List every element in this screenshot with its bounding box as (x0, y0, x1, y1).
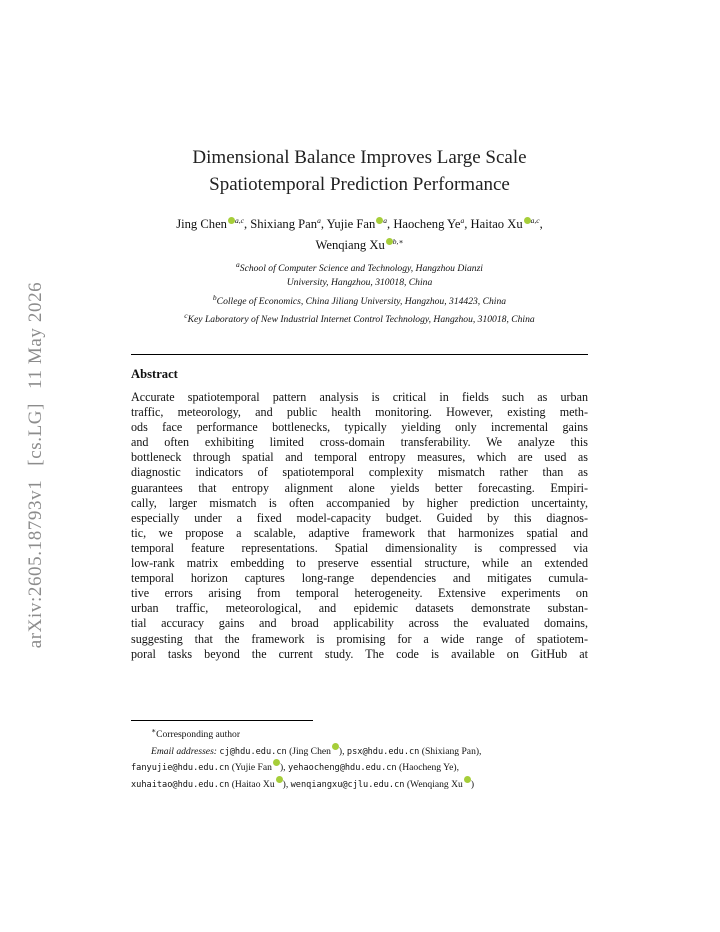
affiliation-b: $^b$College of Economics, China Jiliang University, Hangzhou, 314423, China (212, 292, 507, 307)
affiliation-c: $^c$Key Laboratory of New Industrial Internet Control Technology, Hangzhou, 310018, China (184, 310, 535, 326)
abstract-line: poral tasks beyond the current study. The code is available on GitHub at (131, 646, 588, 661)
orcid-icon[interactable] (464, 776, 471, 783)
abstract-line: bottleneck through spatial and temporal entropy measures, which are used as (131, 450, 588, 465)
email-link[interactable]: psx@hdu.edu.cn (346, 746, 420, 757)
abstract-line: especially under a fixed model-capacity budget. Guided by this diagnos- (131, 510, 588, 525)
footnotes (131, 724, 588, 792)
abstract-line: tial accuracy gains and broad applicability across the evaluated domains, (131, 616, 588, 631)
email-line-3: xuhaitao@hdu.edu.cn (Haitao Xu ), wenqiangxu@cjlu.edu.cn (Wenqiang Xu ) (131, 776, 588, 793)
abstract-line: low-rank matrix embedding to preserve essential structure, while an extended (131, 556, 588, 571)
abstract-line: urban traffic, meteorological, and epidemic datasets demonstrate substan- (131, 601, 588, 616)
footnote-rule (131, 720, 313, 721)
email-line-2: fanyujie@hdu.edu.cn (Yujie Fan ), yehaocheng@hdu.edu.cn (Haocheng Ye), (131, 759, 588, 776)
orcid-icon[interactable] (524, 217, 531, 224)
author-5: Haitao Xu $^{a,c}$, (470, 216, 543, 232)
email-line-1: Email addresses: cj@hdu.edu.cn (Jing Chen ), psx@hdu.edu.cn (Shixiang Pan), (131, 743, 588, 760)
arxiv-category: [cs.LG] (25, 402, 46, 466)
orcid-icon[interactable] (273, 759, 280, 766)
arxiv-stamp (25, 282, 47, 649)
email-link[interactable]: fanyujie@hdu.edu.cn (131, 763, 230, 774)
author-2: Shixiang Pan$^a$, (250, 216, 327, 232)
abstract-line: temporal feature representations. Spatial dimensionality is compressed via (131, 540, 588, 555)
abstract-line: guarantees that entropy alignment alone yields better forecasting. Empiri- (131, 480, 588, 495)
abstract-line: diagnostic indicators of spatiotemporal complexity mismatch rather than as (131, 465, 588, 480)
affiliation-a-cont: University, Hangzhou, 310018, China (286, 277, 433, 289)
author-3: Yujie Fan $^a$, (326, 216, 394, 232)
orcid-icon[interactable] (386, 238, 393, 245)
email-link[interactable]: wenqiangxu@cjlu.edu.cn (290, 779, 405, 790)
orcid-icon[interactable] (228, 217, 235, 224)
abstract-line: cally, larger mismatch is often accompanied by higher prediction uncertainty, (131, 495, 588, 510)
abstract-heading: Abstract (131, 367, 178, 381)
orcid-icon[interactable] (332, 743, 339, 750)
author-6: Wenqiang Xu $^{b,∗}$ (315, 237, 404, 253)
email-link[interactable]: yehaocheng@hdu.edu.cn (287, 763, 397, 774)
arxiv-date: 11 May 2026 (25, 281, 46, 389)
affiliations (126, 258, 593, 327)
abstract-line: Accurate spatiotemporal pattern analysis is critical in fields such as urban (131, 390, 588, 404)
title-line-2: Spatiotemporal Prediction Performance (209, 174, 510, 195)
arxiv-id: arXiv:2605.18793v1 (25, 479, 46, 649)
author-4: Haocheng Ye$^a$, (393, 216, 471, 232)
abstract-line: suggesting that the framework is promising for a wide range of spatiotem- (131, 631, 588, 646)
header-rule (131, 354, 588, 355)
abstract-line: tive errors arising from temporal heterogeneity. Extensive experiments on (131, 586, 588, 601)
abstract-line: traffic, meteorology, and public health monitoring. However, existing meth- (131, 405, 588, 420)
title-line-1: Dimensional Balance Improves Large Scale (192, 147, 527, 168)
abstract-body (131, 390, 588, 662)
paper-title (131, 144, 588, 198)
abstract-line: ods face performance bottlenecks, typically yielding only incremental gains (131, 420, 588, 435)
abstract-line: tic, we propose a scalable, adaptive framework that harmonizes spatial and (131, 525, 588, 540)
author-list (131, 212, 588, 254)
orcid-icon[interactable] (276, 776, 283, 783)
affiliation-a: $^a$School of Computer Science and Technology, Hangzhou Dianzi (236, 260, 483, 275)
email-link[interactable]: cj@hdu.edu.cn (219, 746, 287, 757)
author-1: Jing Chen $^{a,c}$, (176, 216, 251, 232)
email-link[interactable]: xuhaitao@hdu.edu.cn (131, 779, 230, 790)
corresponding-author-note: ∗Corresponding author (151, 726, 241, 741)
abstract-line: temporal horizon captures long-range dependencies and mitigates cumula- (131, 571, 588, 586)
abstract-line: and often exhibiting limited cross-domain transferability. We analyze this (131, 435, 588, 450)
